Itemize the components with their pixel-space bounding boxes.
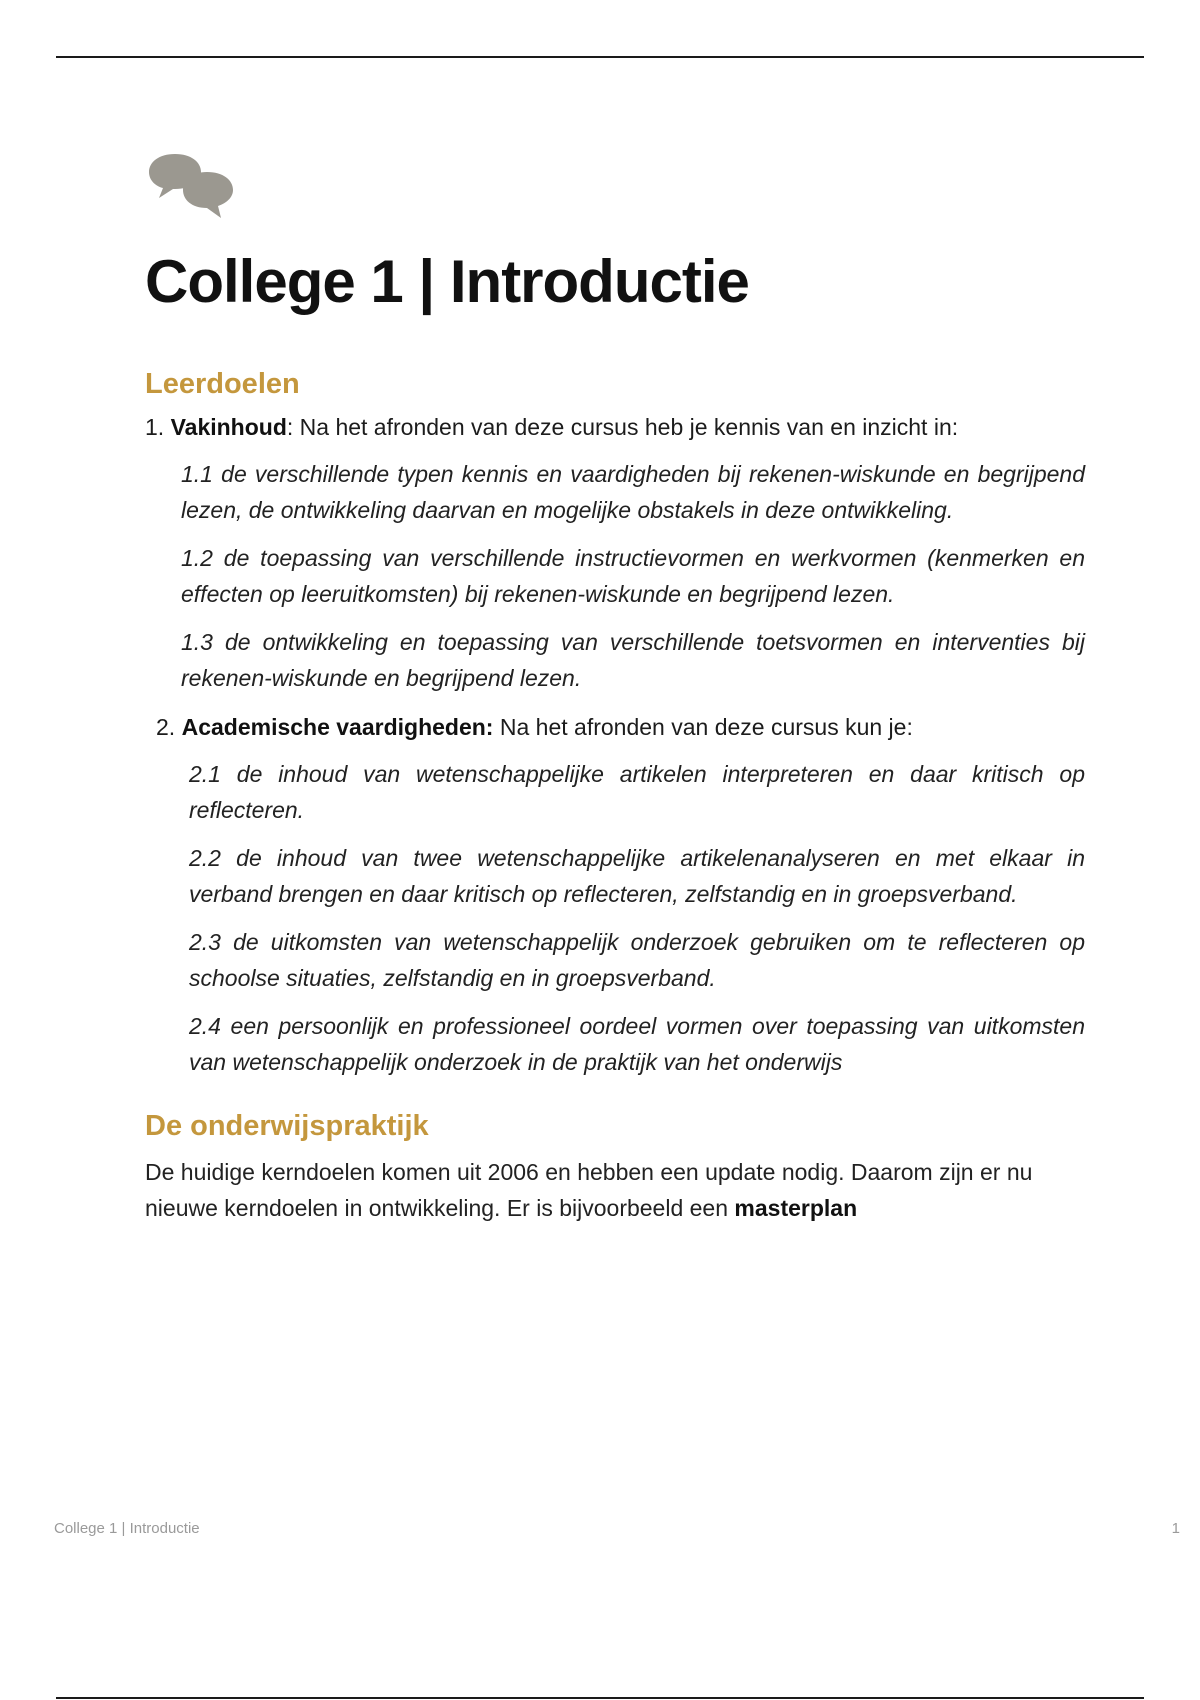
paragraph-onderwijspraktijk	[145, 1154, 1085, 1226]
subitem-2-3: 2.3 de uitkomsten van wetenschappelijk onderzoek gebruiken om te reflecteren op schoolse situaties, zelfstandig en in groepsverband.	[189, 929, 1085, 991]
list-number: 2.	[156, 714, 176, 740]
list-label: Academische vaardigheden:	[181, 714, 494, 740]
top-rule	[56, 56, 1144, 58]
subitem-2-2: 2.2 de inhoud van twee wetenschappelijke artikelenanalyseren en met elkaar in verband brengen en daar kritisch op reflecteren, zelfstandig en in groepsverband.	[189, 845, 1085, 907]
list-label: Vakinhoud	[170, 414, 287, 440]
subitem-1-3: 1.3 de ontwikkeling en toepassing van verschillende toetsvormen en interventies bij rekenen-wiskunde en begrijpend lezen.	[181, 629, 1085, 691]
list-item-academische-vaardigheden	[156, 710, 1085, 744]
bold-term: masterplan	[734, 1195, 858, 1221]
bottom-rule	[56, 1697, 1144, 1699]
subitem-2-1: 2.1 de inhoud van wetenschappelijke artikelen interpreteren en daar kritisch op reflecteren.	[189, 761, 1085, 823]
document-page	[145, 150, 1085, 1226]
section-heading-onderwijspraktijk: De onderwijspraktijk	[145, 1110, 429, 1142]
list-text: Na het afronden van deze cursus kun je:	[493, 714, 913, 740]
footer-title: College 1 | Introductie	[54, 1520, 200, 1537]
subitem-1-2: 1.2 de toepassing van verschillende instructievormen en werkvormen (kenmerken en effecten op leeruitkomsten) bij rekenen-wiskunde en begrijpend lezen.	[181, 545, 1085, 607]
list-number: 1.	[145, 414, 165, 440]
subitem-2-4: 2.4 een persoonlijk en professioneel oordeel vormen over toepassing van uitkomsten van wetenschappelijk onderzoek in de praktijk van het onderwijs	[189, 1013, 1085, 1075]
speech-bubbles-icon	[145, 150, 241, 226]
page-title: College 1 | Introductie	[145, 248, 749, 315]
page-number: 1	[1171, 1520, 1180, 1537]
paragraph-text: De huidige kerndoelen komen uit 2006 en hebben een update nodig. Daarom zijn er nu nieuwe kerndoelen in ontwikkeling. Er is bijvoorbeeld een	[145, 1159, 1033, 1221]
subitem-1-1: 1.1 de verschillende typen kennis en vaardigheden bij rekenen-wiskunde en begrijpend lezen, de ontwikkeling daarvan en mogelijke obstakels in deze ontwikkeling.	[181, 461, 1085, 523]
list-text: : Na het afronden van deze cursus heb je kennis van en inzicht in:	[286, 414, 959, 440]
list-item-vakinhoud	[145, 410, 1085, 444]
section-heading-leerdoelen: Leerdoelen	[145, 368, 300, 400]
